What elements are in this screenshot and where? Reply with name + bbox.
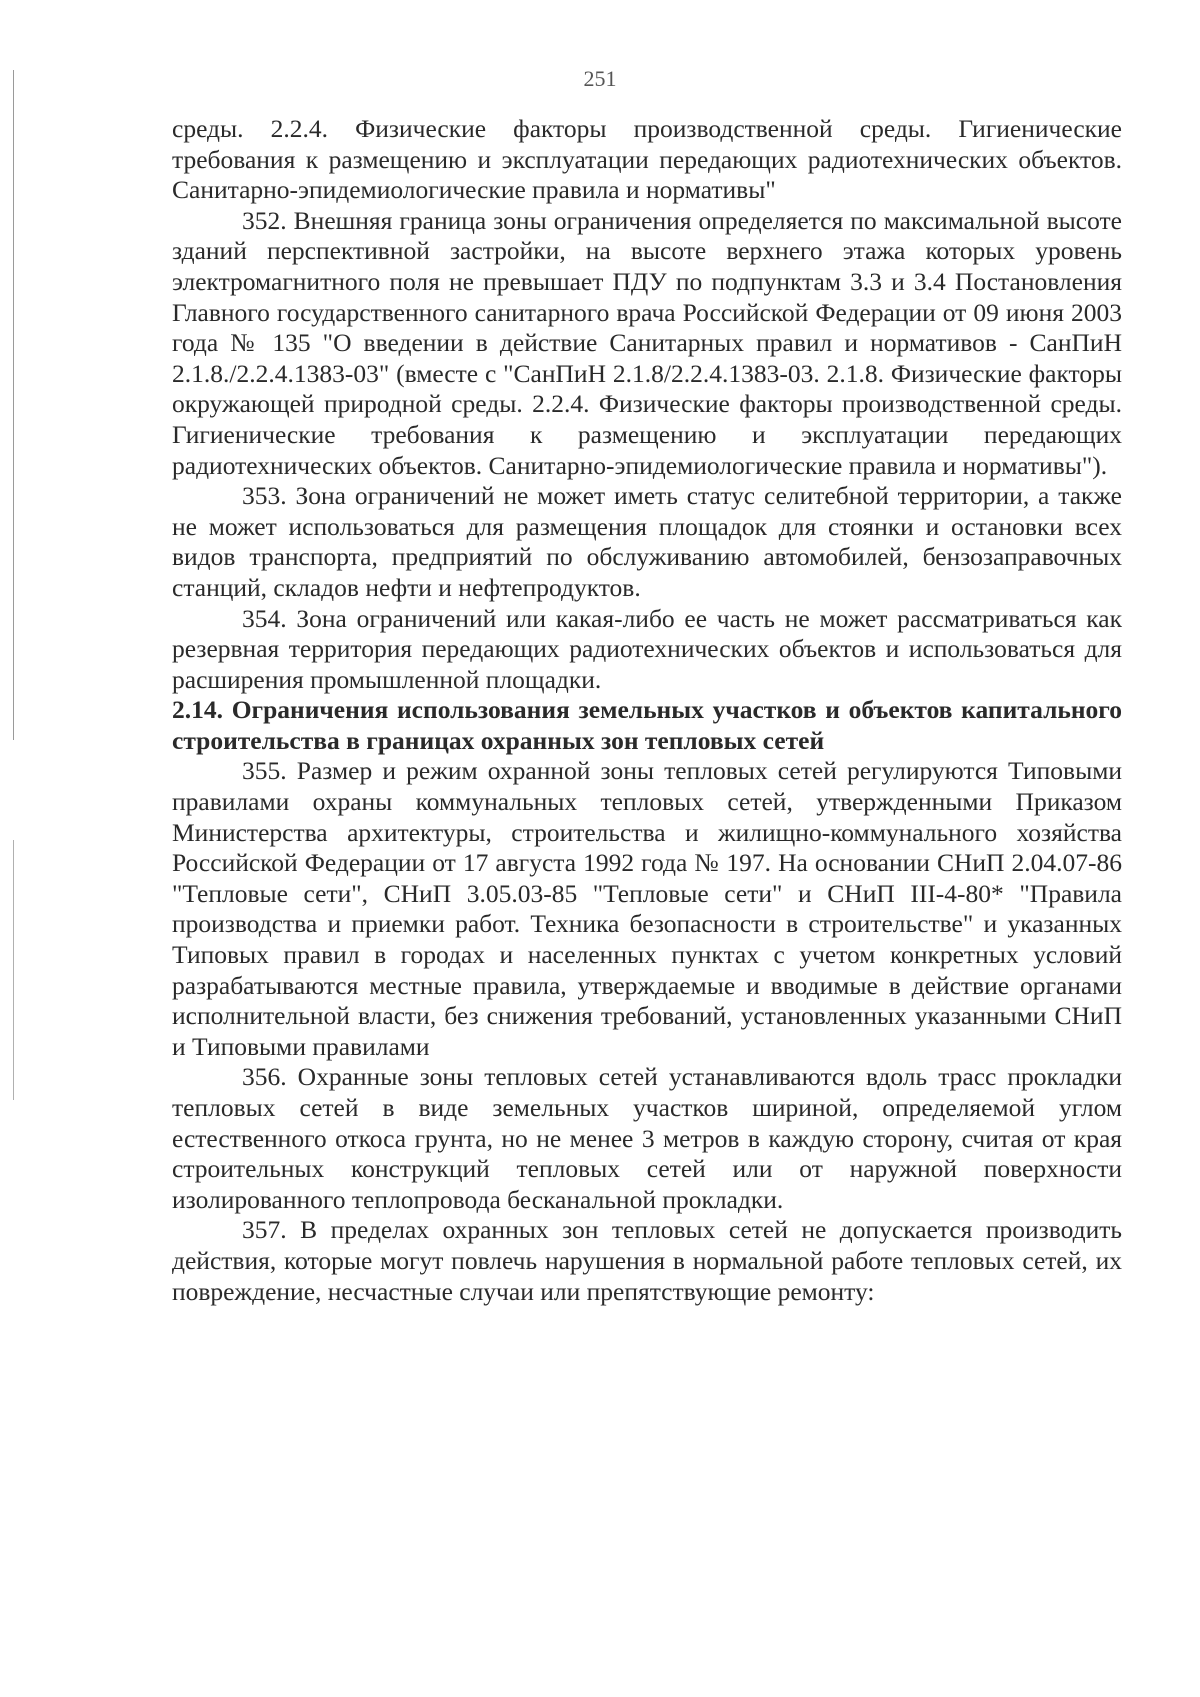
scan-edge-line xyxy=(13,70,14,740)
paragraph-continuation: среды. 2.2.4. Физические факторы производственной среды. Гигиенические требования к размещению и эксплуатации передающих радиотехнических объектов. Санитарно-эпидемиологические правила и нормативы" xyxy=(172,114,1122,205)
paragraph-354: 354. Зона ограничений или какая-либо ее часть не может рассматриваться как резервная территория передающих радиотехнических объектов и использоваться для расширения промышленной площадки. xyxy=(172,603,1122,694)
section-heading-2-14: 2.14. Ограничения использования земельных участков и объектов капитального строительства в границах охранных зон тепловых сетей xyxy=(172,695,1122,755)
paragraph-356: 356. Охранные зоны тепловых сетей устанавливаются вдоль трасс прокладки тепловых сетей в виде земельных участков шириной, определяемой углом естественного откоса грунта, но не менее 3 метров в каждую сторону, считая от края строительных конструкций тепловых сетей или от наружной поверхности изолированного теплопровода бесканальной прокладки. xyxy=(172,1062,1122,1214)
paragraph-353: 353. Зона ограничений не может иметь статус селитебной территории, а также не может использоваться для размещения площадок для стоянки и остановки всех видов транспорта, предприятий по обслуживанию автомобилей, бензозаправочных станций, складов нефти и нефтепродуктов. xyxy=(172,481,1122,602)
scan-edge-line-lower xyxy=(13,840,14,1100)
page-number: 251 xyxy=(583,66,617,91)
document-body xyxy=(172,114,1122,1307)
paragraph-352: 352. Внешняя граница зоны ограничения определяется по максимальной высоте зданий перспективной застройки, на высоте верхнего этажа которых уровень электромагнитного поля не превышает ПДУ по подпунктам 3.3 и 3.4 Постановления Главного государственного санитарного врача Российской Федерации от 09 июня 2003 года № 135 "О введении в действие Санитарных правил и нормативов - СанПиН 2.1.8./2.2.4.1383-03" (вместе с "СанПиН 2.1.8/2.2.4.1383-03. 2.1.8. Физические факторы окружающей природной среды. 2.2.4. Физические факторы производственной среды. Гигиенические требования к размещению и эксплуатации передающих радиотехнических объектов. Санитарно-эпидемиологические правила и нормативы"). xyxy=(172,205,1122,480)
paragraph-357: 357. В пределах охранных зон тепловых сетей не допускается производить действия, которые могут повлечь нарушения в нормальной работе тепловых сетей, их повреждение, несчастные случаи или препятствующие ремонту: xyxy=(172,1215,1122,1306)
paragraph-355: 355. Размер и режим охранной зоны тепловых сетей регулируются Типовыми правилами охраны коммунальных тепловых сетей, утвержденными Приказом Министерства архитектуры, строительства и жилищно-коммунального хозяйства Российской Федерации от 17 августа 1992 года № 197. На основании СНиП 2.04.07-86 "Тепловые сети", СНиП 3.05.03-85 "Тепловые сети" и СНиП III-4-80* "Правила производства и приемки работ. Техника безопасности в строительстве" и указанных Типовых правил в городах и населенных пунктах с учетом конкретных условий разрабатываются местные правила, утверждаемые и вводимые в действие органами исполнительной власти, без снижения требований, установленных указанными СНиП и Типовыми правилами xyxy=(172,756,1122,1061)
